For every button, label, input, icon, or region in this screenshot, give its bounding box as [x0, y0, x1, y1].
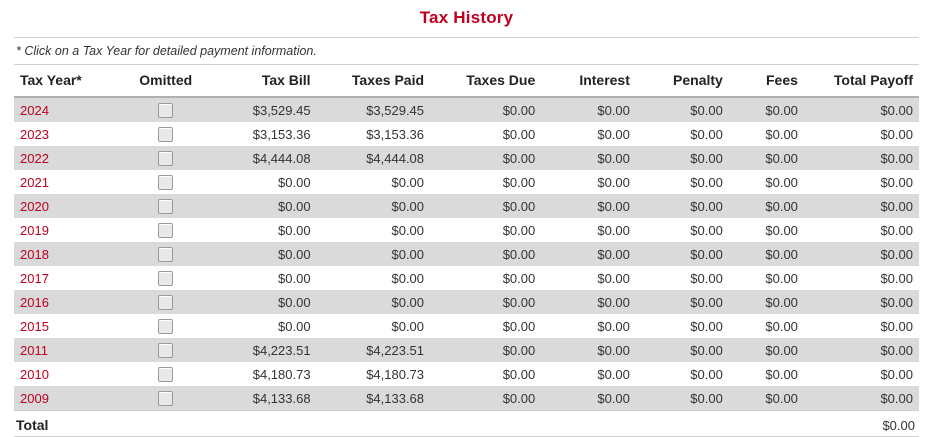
taxes-due-cell: $0.00: [430, 338, 541, 362]
taxes-paid-cell: $4,444.08: [317, 146, 430, 170]
tax-year-link[interactable]: 2015: [20, 318, 49, 334]
penalty-cell: $0.00: [690, 270, 723, 286]
omitted-checkbox[interactable]: [158, 151, 173, 166]
footer-taxes-due-cell: [430, 411, 541, 435]
omitted-checkbox[interactable]: [158, 271, 173, 286]
interest-cell: $0.00: [541, 146, 636, 170]
table-row: [14, 122, 919, 146]
tax-year-cell: [14, 218, 120, 242]
fees-cell: $0.00: [729, 146, 804, 170]
fees-cell: $0.00: [729, 97, 804, 122]
table-row: [14, 338, 919, 362]
table-row: [14, 266, 919, 290]
fees-cell: $0.00: [729, 290, 804, 314]
total-payoff-cell: $0.00: [804, 146, 919, 170]
table-row: [14, 97, 919, 122]
tax-bill-cell: $0.00: [278, 270, 311, 286]
omitted-cell: [120, 97, 211, 122]
omitted-cell: [120, 266, 211, 290]
tax-year-link[interactable]: 2009: [20, 390, 49, 406]
tax-history-table: [14, 65, 919, 434]
tax-bill-cell: $4,223.51: [211, 338, 317, 362]
taxes-due-cell: $0.00: [430, 290, 541, 314]
tax-bill-cell: $0.00: [278, 222, 311, 238]
interest-cell: $0.00: [541, 290, 636, 314]
fees-cell: $0.00: [729, 338, 804, 362]
omitted-checkbox[interactable]: [158, 103, 173, 118]
taxes-due-cell: $0.00: [502, 270, 536, 286]
tax-year-link[interactable]: 2022: [20, 150, 49, 166]
table-row: [14, 290, 919, 314]
interest-cell: $0.00: [597, 222, 630, 238]
omitted-cell: [120, 338, 211, 362]
table-row: [14, 218, 919, 242]
column-header-tax-bill: Tax Bill: [211, 65, 317, 97]
total-payoff-cell: $0.00: [880, 318, 913, 334]
omitted-cell: [120, 218, 211, 242]
tax-year-link[interactable]: 2024: [20, 102, 49, 118]
table-footer-row: [14, 411, 919, 435]
omitted-cell: [120, 362, 211, 386]
fees-cell: $0.00: [729, 386, 804, 411]
tax-year-link[interactable]: 2011: [20, 342, 48, 358]
tax-year-cell: [14, 386, 120, 411]
penalty-cell: $0.00: [636, 338, 729, 362]
fees-cell: $0.00: [729, 242, 804, 266]
tax-year-link[interactable]: 2018: [20, 246, 49, 262]
fees-cell: $0.00: [765, 366, 798, 382]
footer-tax-bill-cell: [211, 411, 317, 435]
footer-fees-cell: [729, 411, 804, 435]
table-header-row: [14, 65, 919, 97]
note-bar: [14, 37, 919, 65]
interest-cell: $0.00: [541, 386, 636, 411]
footer-total-payoff: $0.00: [804, 411, 919, 435]
penalty-cell: $0.00: [636, 290, 729, 314]
column-header-total-payoff: Total Payoff: [804, 65, 919, 97]
tax-year-cell: [14, 314, 120, 338]
tax-year-cell: [14, 362, 120, 386]
click-hint-text: * Click on a Tax Year for detailed payment information.: [16, 44, 317, 58]
omitted-cell: [120, 194, 211, 218]
penalty-cell: $0.00: [690, 366, 723, 382]
tax-bill-cell: $4,444.08: [211, 146, 317, 170]
tax-year-link[interactable]: 2010: [20, 366, 49, 382]
fees-cell: $0.00: [765, 126, 798, 142]
omitted-checkbox[interactable]: [158, 367, 173, 382]
tax-bill-cell: $4,180.73: [252, 366, 311, 382]
penalty-cell: $0.00: [690, 174, 723, 190]
taxes-paid-cell: $4,133.68: [317, 386, 430, 411]
omitted-cell: [120, 170, 211, 194]
taxes-paid-cell: $3,529.45: [317, 97, 430, 122]
taxes-due-cell: $0.00: [502, 318, 536, 334]
interest-cell: $0.00: [597, 318, 630, 334]
footer-penalty-cell: [636, 411, 729, 435]
footer-interest-cell: [541, 411, 636, 435]
taxes-paid-cell: $0.00: [391, 318, 425, 334]
total-payoff-cell: $0.00: [880, 126, 913, 142]
omitted-checkbox[interactable]: [158, 295, 173, 310]
tax-bill-cell: $0.00: [211, 194, 317, 218]
penalty-cell: $0.00: [636, 242, 729, 266]
tax-bill-cell: $0.00: [278, 174, 311, 190]
tax-bill-cell: $3,529.45: [211, 97, 317, 122]
omitted-cell: [120, 146, 211, 170]
total-payoff-cell: $0.00: [804, 194, 919, 218]
total-payoff-cell: $0.00: [880, 174, 913, 190]
taxes-due-cell: $0.00: [502, 366, 536, 382]
taxes-due-cell: $0.00: [430, 386, 541, 411]
total-payoff-cell: $0.00: [804, 97, 919, 122]
total-payoff-cell: $0.00: [880, 222, 913, 238]
taxes-due-cell: $0.00: [502, 222, 536, 238]
penalty-cell: $0.00: [636, 194, 729, 218]
taxes-due-cell: $0.00: [430, 242, 541, 266]
omitted-checkbox[interactable]: [158, 175, 173, 190]
penalty-cell: $0.00: [636, 146, 729, 170]
taxes-paid-cell: $0.00: [391, 222, 425, 238]
footer-taxes-paid-cell: [317, 411, 430, 435]
omitted-checkbox[interactable]: [158, 223, 173, 238]
column-header-taxes-paid: Taxes Paid: [317, 65, 430, 97]
total-payoff-cell: $0.00: [804, 242, 919, 266]
tax-year-cell: [14, 146, 120, 170]
total-payoff-cell: $0.00: [804, 290, 919, 314]
omitted-cell: [120, 242, 211, 266]
column-header-interest: Interest: [541, 65, 636, 97]
column-header-taxes-due: Taxes Due: [430, 65, 541, 97]
table-body: [14, 97, 919, 411]
tax-year-cell: [14, 266, 120, 290]
column-header-tax-year: Tax Year*: [14, 65, 120, 97]
penalty-cell: $0.00: [636, 97, 729, 122]
taxes-paid-cell: $0.00: [391, 174, 425, 190]
table-header: [14, 65, 919, 97]
tax-year-link[interactable]: 2016: [20, 294, 49, 310]
taxes-paid-cell: $4,180.73: [366, 366, 425, 382]
footer-total-label: Total: [14, 411, 120, 435]
column-header-penalty: Penalty: [636, 65, 729, 97]
omitted-checkbox[interactable]: [158, 343, 173, 358]
taxes-paid-cell: $0.00: [317, 290, 430, 314]
tax-year-cell: [14, 290, 120, 314]
interest-cell: $0.00: [597, 174, 630, 190]
omitted-checkbox[interactable]: [158, 319, 173, 334]
penalty-cell: $0.00: [690, 126, 723, 142]
interest-cell: $0.00: [597, 126, 630, 142]
table-row: [14, 170, 919, 194]
tax-year-link[interactable]: 2020: [20, 198, 49, 214]
fees-cell: $0.00: [765, 174, 798, 190]
table-row: [14, 386, 919, 411]
tax-year-cell: [14, 97, 120, 122]
omitted-cell: [120, 386, 211, 411]
interest-cell: $0.00: [541, 338, 636, 362]
table-row: [14, 242, 919, 266]
taxes-paid-cell: $0.00: [391, 270, 425, 286]
tax-year-link[interactable]: 2023: [20, 126, 49, 142]
fees-cell: $0.00: [765, 318, 798, 334]
tax-year-cell: [14, 242, 120, 266]
tax-bill-cell: $3,153.36: [252, 126, 311, 142]
interest-cell: $0.00: [541, 194, 636, 218]
total-payoff-cell: $0.00: [804, 338, 919, 362]
omitted-cell: [120, 122, 211, 146]
taxes-due-cell: $0.00: [502, 126, 536, 142]
fees-cell: $0.00: [765, 222, 798, 238]
total-payoff-cell: $0.00: [880, 270, 913, 286]
penalty-cell: $0.00: [636, 386, 729, 411]
taxes-paid-cell: $4,223.51: [317, 338, 430, 362]
penalty-cell: $0.00: [690, 318, 723, 334]
column-header-fees: Fees: [729, 65, 804, 97]
taxes-due-cell: $0.00: [430, 146, 541, 170]
tax-year-cell: [14, 122, 120, 146]
taxes-paid-cell: $3,153.36: [366, 126, 425, 142]
omitted-cell: [120, 290, 211, 314]
fees-cell: $0.00: [765, 270, 798, 286]
omitted-checkbox[interactable]: [158, 127, 173, 142]
omitted-checkbox[interactable]: [158, 391, 173, 406]
taxes-paid-cell: $0.00: [317, 242, 430, 266]
interest-cell: $0.00: [541, 242, 636, 266]
taxes-due-cell: $0.00: [430, 194, 541, 218]
table-row: [14, 314, 919, 338]
omitted-cell: [120, 314, 211, 338]
interest-cell: $0.00: [597, 270, 630, 286]
penalty-cell: $0.00: [690, 222, 723, 238]
tax-year-link[interactable]: 2019: [20, 222, 49, 238]
table-row: [14, 194, 919, 218]
table-footer: [14, 411, 919, 435]
total-payoff-cell: $0.00: [880, 366, 913, 382]
page-title: Tax History: [419, 8, 514, 27]
taxes-due-cell: $0.00: [502, 174, 536, 190]
tax-year-cell: [14, 194, 120, 218]
tax-bill-cell: $4,133.68: [211, 386, 317, 411]
omitted-checkbox[interactable]: [158, 199, 173, 214]
fees-cell: $0.00: [729, 194, 804, 218]
tax-bill-cell: $0.00: [211, 242, 317, 266]
tax-year-link[interactable]: 2017: [20, 270, 49, 286]
tax-year-link[interactable]: 2021: [20, 174, 49, 190]
column-header-omitted: Omitted: [120, 65, 211, 97]
table-row: [14, 146, 919, 170]
footer-omitted-cell: [120, 411, 211, 435]
tax-bill-cell: $0.00: [211, 290, 317, 314]
total-payoff-cell: $0.00: [804, 386, 919, 411]
table-row: [14, 362, 919, 386]
interest-cell: $0.00: [597, 366, 630, 382]
taxes-paid-cell: $0.00: [317, 194, 430, 218]
tax-year-cell: [14, 170, 120, 194]
tax-year-cell: [14, 338, 120, 362]
omitted-checkbox[interactable]: [158, 247, 173, 262]
tax-bill-cell: $0.00: [278, 318, 311, 334]
taxes-due-cell: $0.00: [430, 97, 541, 122]
interest-cell: $0.00: [541, 97, 636, 122]
